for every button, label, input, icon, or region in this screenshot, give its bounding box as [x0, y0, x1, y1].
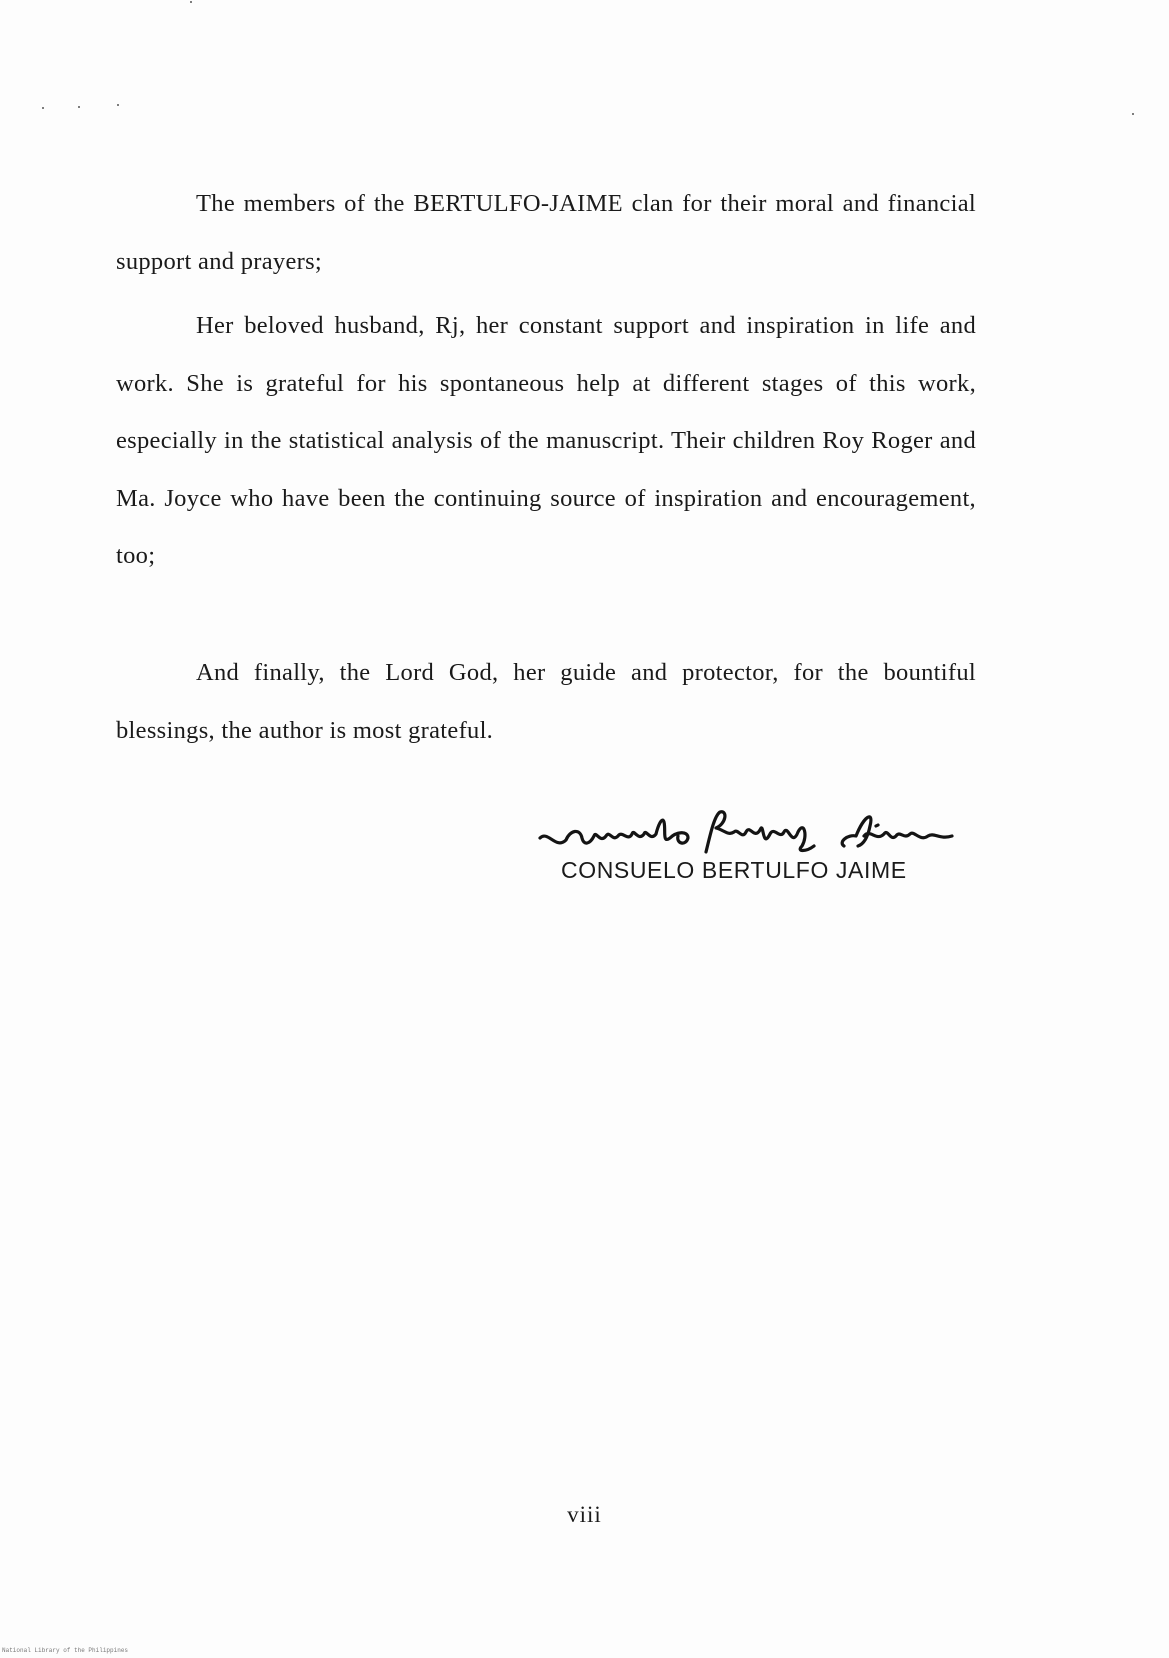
scan-speck: [190, 1, 192, 3]
acknowledgement-paragraph: The members of the BERTULFO-JAIME clan for their moral and financial support and prayers;: [116, 190, 976, 275]
scan-speck: [1132, 113, 1134, 115]
acknowledgement-paragraph: Her beloved husband, Rj, her constant support and inspiration in life and work. She is grateful for his spontaneous help at different stages of this work, especially in the statistical analysis of the manuscript. Their children Roy Roger and Ma. Joyce who have been the continuing source of inspiration and encouragement, too;: [116, 312, 976, 569]
page-number: viii: [567, 1502, 602, 1527]
archive-footer-stamp: National Library of the Philippines: [2, 1647, 129, 1654]
scan-speck: [42, 107, 44, 109]
acknowledgement-paragraph: And finally, the Lord God, her guide and protector, for the bountiful blessings, the author is most grateful.: [116, 659, 976, 744]
scan-speck: [117, 104, 119, 106]
signer-printed-name: CONSUELO BERTULFO JAIME: [561, 857, 907, 883]
scan-speck: [78, 106, 80, 108]
